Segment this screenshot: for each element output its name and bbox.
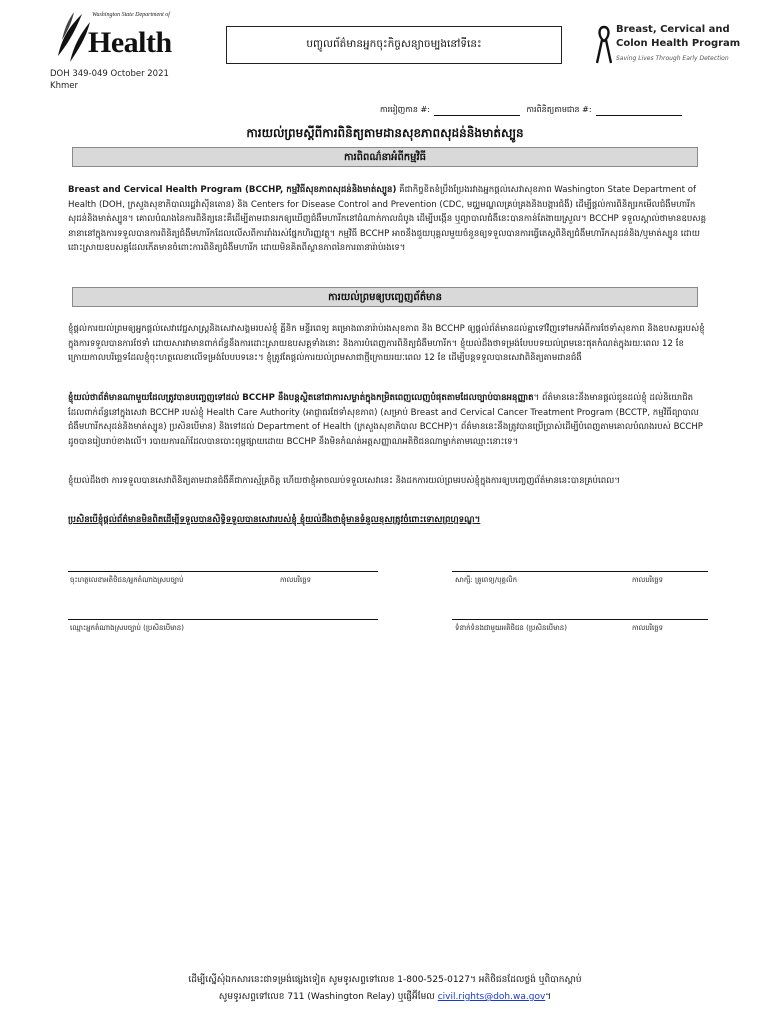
footer-line-2 xyxy=(0,989,770,1006)
witness-signature-line[interactable] xyxy=(452,571,708,572)
relationship-line[interactable] xyxy=(452,619,708,620)
program-logo-line2: Colon Health Program xyxy=(616,38,741,49)
footer-line-2-prefix: សូមទូរសព្ទទៅលេខ 711 (Washington Relay) ឬផ្ញើអ៊ីមែល xyxy=(218,992,438,1002)
witness-date-label: កាលបរិច្ឆេទ xyxy=(632,576,664,584)
civil-rights-email-link[interactable]: civil.rights@doh.wa.gov xyxy=(437,992,546,1002)
voluntary-paragraph: ខ្ញុំយល់ដឹងថា ការទទួលបានសេវាពិនិត្យតាមដានជំងឺគឺជាការស្ម័គ្រចិត្ត ហើយថាខ្ញុំអាចឈប់ទទួលសេវានេះ និងដកការយល់ព្រមរបស់ខ្ញុំក្នុងការឲ្យបញ្ចេញព័ត៌មាននេះបានគ្រប់ពេល។ xyxy=(68,476,621,486)
relationship-label: ទំនាក់ទំនងជាមួយអតិថិជន (ប្រសិនបើមាន) xyxy=(455,624,567,632)
footer-line-2-suffix: ។ xyxy=(545,992,552,1002)
id-fields xyxy=(380,104,686,116)
clinic-number-label: ការពិនិត្យតាមជាន #: xyxy=(526,105,592,114)
section-heading-text: ការយល់ព្រមឲ្យបញ្ចេញព័ត៌មាន xyxy=(328,291,442,303)
client-number-field[interactable] xyxy=(434,115,520,116)
client-signature-label: ចុះហត្ថលេខាអតិថិជន/អ្នកតំណាងស្របច្បាប់ xyxy=(70,576,184,584)
form-title: ការយល់ព្រមស្តីពីការពិនិត្យតាមដានសុខភាពសុដន់និងមាត់ស្បូន xyxy=(246,126,524,140)
program-tagline: Saving Lives Through Early Detection xyxy=(616,55,729,62)
doh-logo-state-text: Washington State Department of xyxy=(92,12,170,18)
program-logo-line1: Breast, Cervical and xyxy=(616,24,730,35)
program-logo xyxy=(596,23,746,68)
awareness-ribbon-icon xyxy=(596,25,612,65)
footer-line-1: ដើម្បីស្នើសុំឯកសារនេះជាទម្រង់ផ្សេងទៀត សូមទូរសព្ទទៅលេខ 1-800-525-0127។ អតិថិជនដែលថ្លង់ ឬពិបាកស្តាប់ xyxy=(188,975,582,985)
confidentiality-paragraph xyxy=(68,391,708,449)
section-heading-text: ការពិពណ៌នាអំពីកម្មវិធី xyxy=(343,151,427,163)
section-heading-program-description xyxy=(72,147,698,167)
doh-logo xyxy=(52,10,172,68)
section-heading-release-consent xyxy=(72,287,698,307)
client-signature-line[interactable] xyxy=(68,571,378,572)
document-language: Khmer xyxy=(50,81,78,91)
witness-signature-label: សាក្សី: គ្រូពេទ្យ/បុគ្គលិក xyxy=(455,576,518,584)
confidentiality-text: ។ ព័ត៌មាននេះនឹងមានផ្តល់ជូនដល់ខ្ញុំ ដល់និយោជិតដែលពាក់ព័ន្ធនៅក្នុងសេវា BCCHP របស់ខ្ញុំ Health Care Authority (អាជ្ញាធរថែទាំសុខភាព) (សម្រាប់ Breast and Cervical Cancer Treatment Program (BCCTP, កម្មវិធីព្យាបាលជំងឺមហារីកសុដន់និងមាត់ស្បូន) ប្រសិនបើមាន) និងទៅដល់ Department of Health (ក្រសួងសុខាភិបាល BCCHP)។ ព័ត៌មាននេះនឹងត្រូវបានប្រើប្រាស់ដើម្បីបំពេញតាមគោលបំណងរបស់ BCCHP ដូចបានរៀបរាប់ខាងលើ។ របាយការណ៍ដែលបានបោះពុម្ពផ្សាយដោយ BCCHP នឹងមិនកំណត់អត្តសញ្ញាណអតិថិជនណាម្នាក់តាមឈ្មោះនោះទេ។ xyxy=(68,393,703,447)
document-number: DOH 349-049 October 2021 xyxy=(50,69,169,79)
client-date-label: កាលបរិច្ឆេទ xyxy=(280,576,312,584)
legal-rep-name-line[interactable] xyxy=(68,619,378,620)
legal-rep-name-label: ឈ្មោះអ្នកតំណាងស្របច្បាប់ (ប្រសិនបើមាន) xyxy=(70,624,184,632)
program-description-text: គឺជាកិច្ចខិតខំប្រឹងប្រែងរវាងអ្នកផ្តល់សេវាសុខភាព Washington State Department of Health (DOH, ក្រសួងសុខាភិបាលរដ្ឋវ៉ាស៊ីនតោន) និង Centers for Disease Control and Prevention (CDC, មជ្ឈមណ្ឌលគ្រប់គ្រងនិងបង្ការជំងឺ) ដើម្បីផ្តល់ការពិនិត្យរកមើលជំងឺមហារីកសុដន់និងមាត់ស្បូន។ គោលបំណងនៃការពិនិត្យនេះគឺដើម្បីតាមដានរកឲ្យឃើញជំងឺមហារីកនៅដំណាក់កាលដំបូង ដើម្បីបង្កើន ឬព្យាបាលជំងឺនេះបានកាន់តែងាយស្រួល។ BCCHP ទទួលស្គាល់ថាមានឧបសគ្គនានានៅក្នុងការទទួលបានការពិនិត្យជំងឺមហារីកដែលលើសពីការរាំងរស់ផ្នែកហិរញ្ញវត្ថុ។ កម្មវិធី BCCHP អាចនឹងជួយបុគ្គលមួយចំនួនឲ្យទទួលបានការធ្វើតេស្តពិនិត្យជំងឺមហារីកសុដន់និង/ឬមាត់ស្បូន ដោយដោះស្រាយឧបសគ្គដែលកើតមានចំពោះការពិនិត្យជំងឺមហារីក ដោយមិនគិតពីស្ថានភាពនៃការធានារ៉ាប់រងទេ។ xyxy=(68,185,707,254)
client-number-label: ការរៀញកាន #: xyxy=(380,105,430,114)
document-id xyxy=(50,68,169,92)
consent-paragraph: ខ្ញុំផ្តល់ការយល់ព្រមឲ្យអ្នកផ្តល់សេវាវេជ្ជសាស្ត្រនិងសេវាសង្គមរបស់ខ្ញុំ គ្លីនិក មន្ទីរពេទ្យ គម្រោងធានារ៉ាប់រងសុខភាព និង BCCHP ឲ្យផ្តល់ព័ត៌មានដល់គ្នាទៅវិញទៅមកអំពីការថែទាំសុខភាព និងឧបសគ្គរបស់ខ្ញុំក្នុងការទទួលបានការថែទាំ ដោយសារវាមានពាក់ព័ន្ធនឹងការដោះស្រាយឧបសគ្គទាំងនោះ និងការបំពេញការពិនិត្យជំងឺមហារីក។ ខ្ញុំយល់ដឹងថាទម្រង់បែបបទយល់ព្រមនេះផុតកំណត់ក្នុងរយៈពេល 12 ខែ ក្រោយកាលបរិច្ឆេទដែលខ្ញុំចុះហត្ថលេខាលើទម្រង់បែបបទនេះ។ ខ្ញុំត្រូវតែផ្តល់ការយល់ព្រមសាជាថ្មីក្រោយរយៈពេល 12 ខែ ដើម្បីបន្តទទួលបានសេវាពិនិត្យតាមដានជំងឺ xyxy=(68,324,705,364)
contractor-title-text: បញ្ចូលព័ត៌មានអ្នកចុះកិច្ចសន្យាចម្បងនៅទីនេះ xyxy=(306,37,482,50)
program-description-paragraph xyxy=(68,183,708,256)
relationship-date-label: កាលបរិច្ឆេទ xyxy=(632,624,664,632)
program-name-bold: Breast and Cervical Health Program (BCCHP, កម្មវិធីសុខភាពសុដន់និងមាត់ស្បូន) xyxy=(68,185,397,195)
program-logo-title xyxy=(616,23,740,51)
footer xyxy=(0,972,770,1006)
doh-logo-health-text: Health xyxy=(88,26,172,59)
confidentiality-bold: ខ្ញុំយល់ថាព័ត៌មានណាមួយដែលត្រូវបានបញ្ចេញទៅដល់ BCCHP នឹងបន្តស្ថិតនៅជាការសម្ងាត់ក្នុងកម្រិតពេញលេញបំផុតតាមដែលច្បាប់បានអនុញ្ញាត xyxy=(68,393,534,403)
contractor-title-box[interactable] xyxy=(226,26,562,64)
false-information-warning: ប្រសិនបើខ្ញុំផ្តល់ព័ត៌មានមិនពិតដើម្បីទទួលបានសិទ្ធិទទួលបានសេវារបស់ខ្ញុំ ខ្ញុំយល់ដឹងថាខ្ញុំមានទំនួលខុសត្រូវចំពោះទោសព្រហ្មទណ្ឌ។ xyxy=(68,515,481,525)
clinic-number-field[interactable] xyxy=(596,115,682,116)
